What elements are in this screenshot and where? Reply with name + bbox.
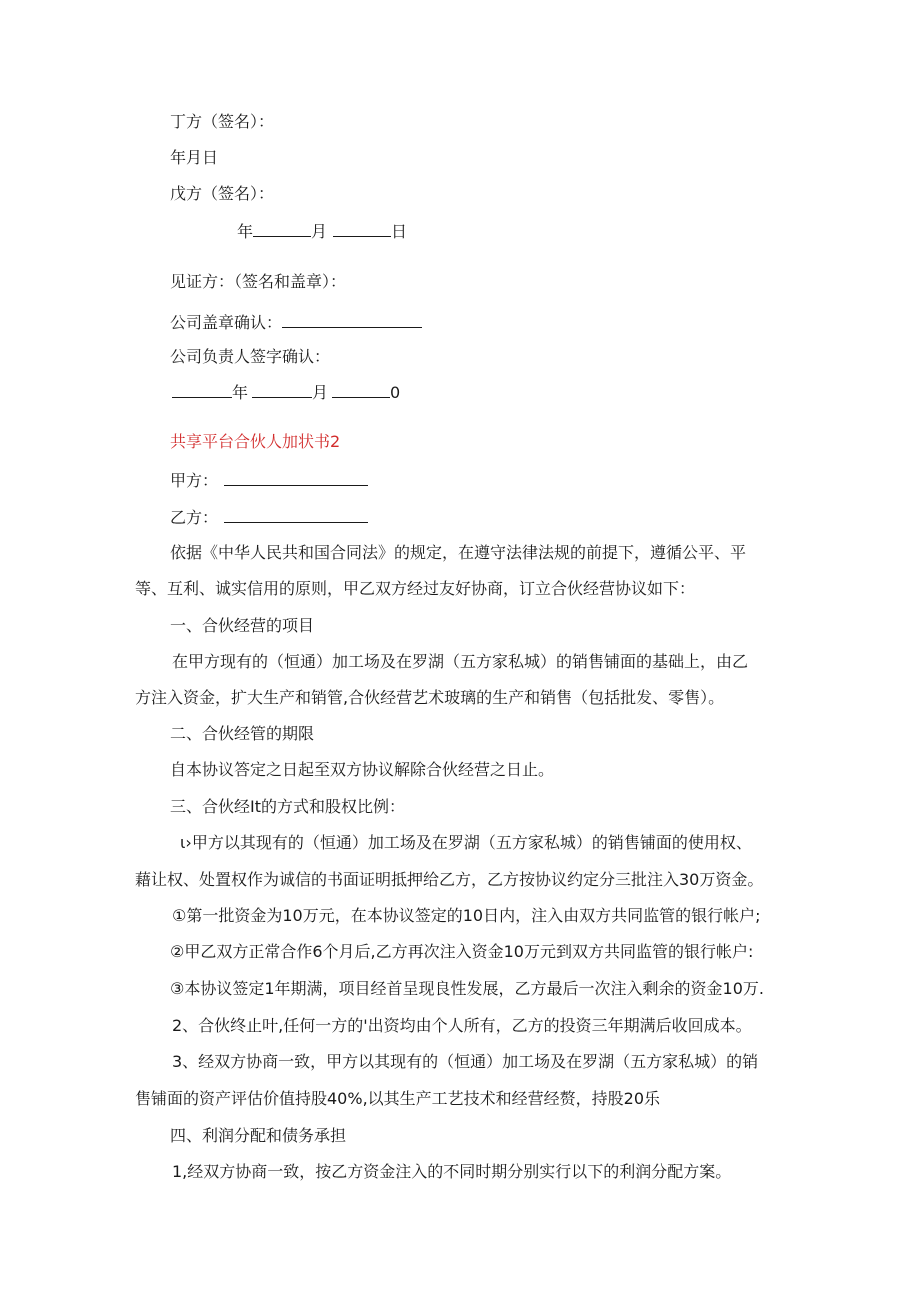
company-seal-label: 公司盖章确认： (170, 313, 283, 332)
section-1-heading: 一、合伙经营的项目 (170, 616, 315, 635)
party-b-blank (224, 506, 368, 523)
date-line-2 (237, 220, 407, 243)
date-line-1: 年月日 (170, 148, 219, 167)
section-3-item-1-line-1: ι›甲方以其现有的（恒通）加工场及在罗湖（五方家私城）的销售铺面的使用权、 (180, 833, 752, 852)
party-a-line (170, 469, 368, 492)
party-b-line (170, 506, 368, 529)
intro-paragraph-line-2: 等、互利、诚实信用的原则，甲乙双方经过友好协商，订立合伙经营协议如下： (135, 579, 696, 598)
party-a-blank (224, 469, 368, 486)
funding-batch-2: ②甲乙双方正常合作6个月后,乙方再次注入资金10万元到双方共同监管的银行帐户: (170, 942, 754, 961)
funding-batch-3: ③本协议签定1年期满，项目经首呈现良性发展，乙方最后一次注入剩余的资金10万. (170, 979, 764, 998)
party-b-label: 乙方： (170, 508, 219, 527)
section-3-item-3-line-2: 售铺面的资产评估价值持股40%,以其生产工艺技术和经营经赘，持股20乐 (135, 1089, 661, 1108)
date3-year-blank (172, 381, 232, 398)
date-month-label: 月 (311, 222, 328, 241)
date3-year-label: 年 (232, 383, 249, 402)
date3-day-blank (332, 381, 390, 398)
funding-batch-1: ①第一批资金为10万元，在本协议签定的10日内，注入由双方共同监管的银行帐户; (172, 906, 761, 925)
date-day-label: 日 (391, 222, 408, 241)
section-2-heading: 二、合伙经管的期限 (170, 724, 315, 743)
section-4-heading: 四、利润分配和债务承担 (170, 1126, 347, 1145)
section-1-text-line-1: 在甲方现有的（恒通）加工场及在罗湖（五方家私城）的销售铺面的基础上，由乙 (172, 652, 749, 671)
date3-month-label: 月 (312, 383, 329, 402)
company-head-signature: 公司负责人签字确认： (170, 347, 331, 366)
section-4-item-1: 1,经双方协商一致，按乙方资金注入的不同时期分别实行以下的利润分配方案。 (172, 1162, 732, 1181)
date-month-blank (253, 220, 311, 237)
party-a-label: 甲方： (170, 471, 219, 490)
document-title: 共享平台合伙人加状书2 (170, 432, 341, 451)
date-line-3 (172, 381, 400, 404)
section-2-text: 自本协议答定之日起至双方协议解除合伙经营之日止。 (170, 760, 555, 779)
date3-month-blank (252, 381, 312, 398)
section-3-item-1-line-2: 藉让权、处置权作为诚信的书面证明抵押给乙方，乙方按协议约定分三批注入30万资金。 (135, 870, 764, 889)
date3-day-label: 0 (390, 383, 401, 402)
intro-paragraph-line-1: 依据《中华人民共和国合同法》的规定，在遵守法律法规的前提下，遵循公平、平 (170, 543, 747, 562)
witness-signature: 见证方：（签名和盖章）： (170, 272, 347, 291)
date-day-blank (333, 220, 391, 237)
date-year-label: 年 (237, 222, 254, 241)
company-seal-confirm (170, 311, 422, 334)
party-e-signature: 戊方（签名）： (170, 184, 275, 203)
section-3-item-2: 2、合伙终止叶,任何一方的'出资均由个人所有，乙方的投资三年期满后收回成本。 (172, 1016, 752, 1035)
section-3-item-3-line-1: 3、经双方协商一致，甲方以其现有的（恒通）加工场及在罗湖（五方家私城）的销 (172, 1052, 759, 1071)
company-seal-blank (282, 311, 422, 328)
section-3-heading: 三、合伙经It的方式和股权比例： (170, 797, 405, 816)
section-1-text-line-2: 方注入资金，扩大生产和销管,合伙经营艺术玻璃的生产和销售（包括批发、零售）。 (135, 688, 725, 707)
party-d-signature: 丁方（签名）： (170, 112, 275, 131)
